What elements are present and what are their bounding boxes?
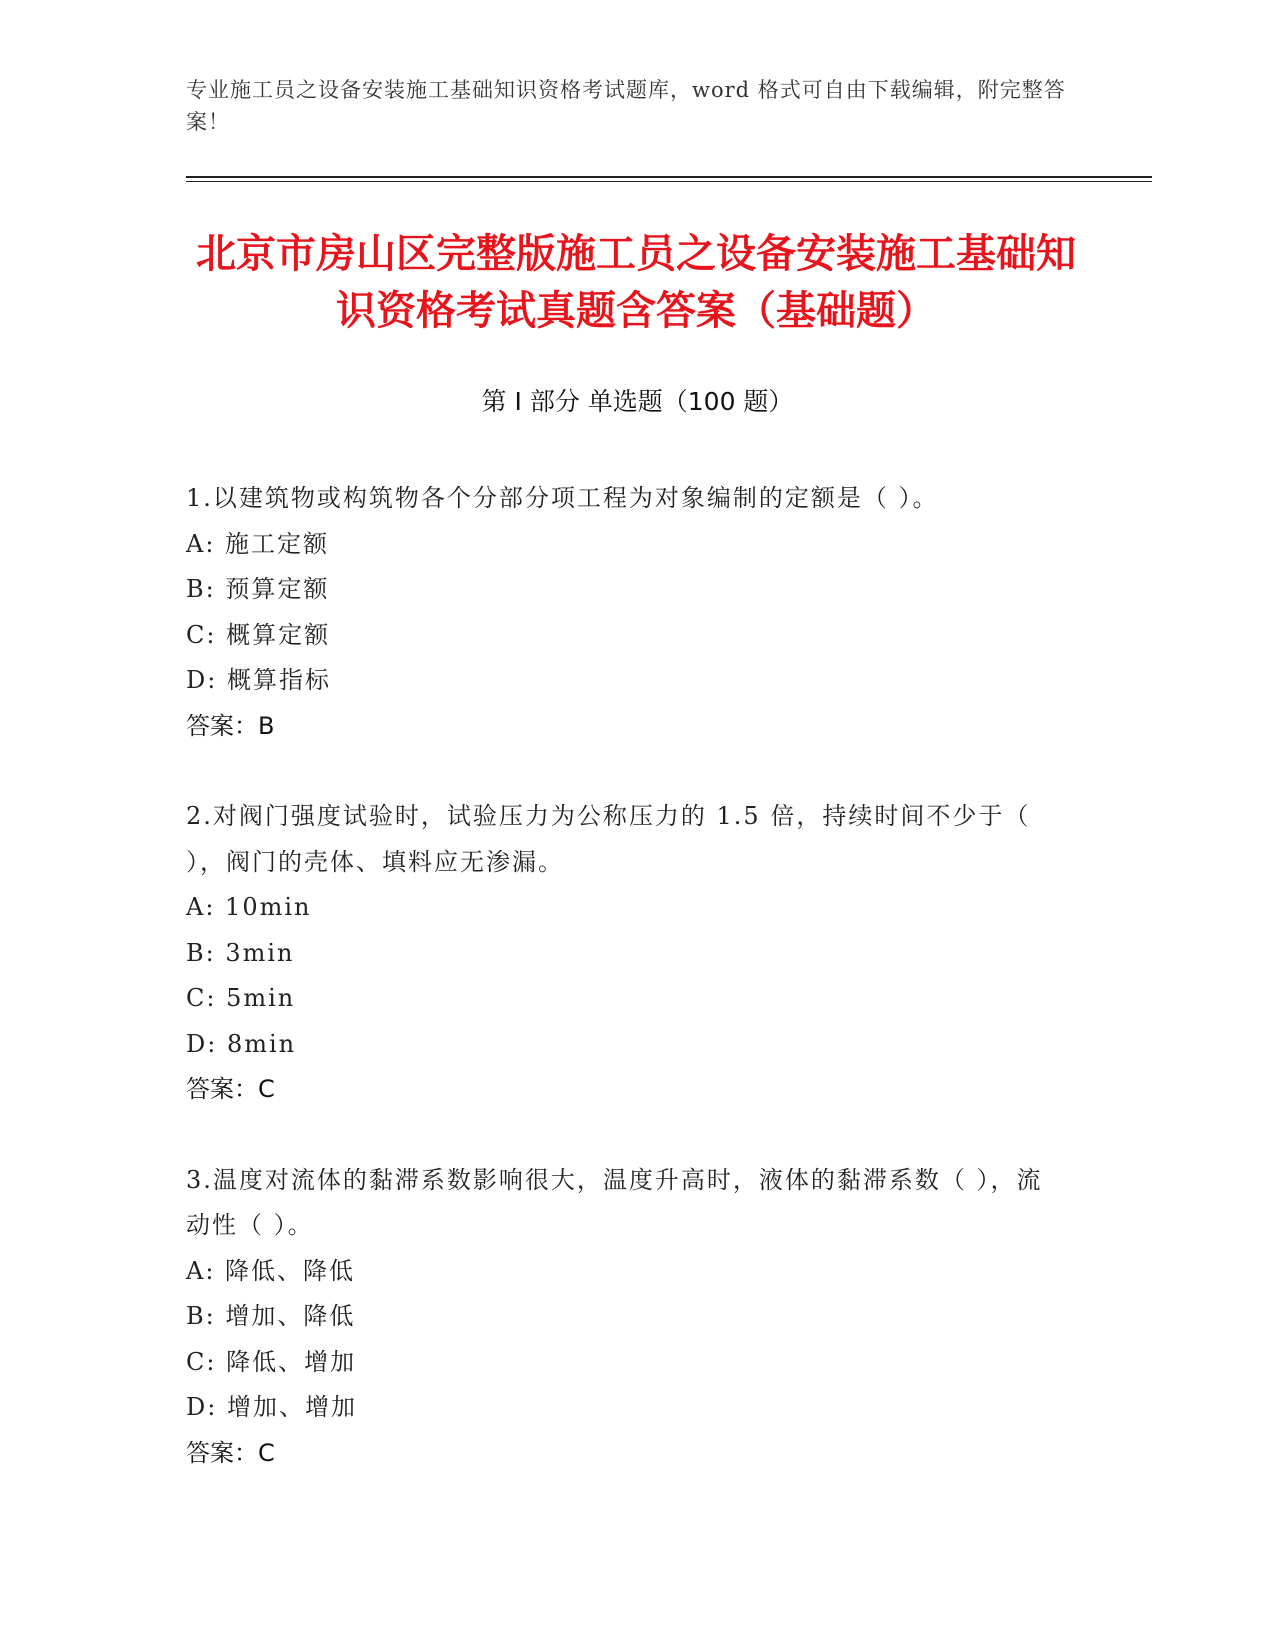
question-stem: 3.温度对流体的黏滞系数影响很大，温度升高时，液体的黏滞系数（ ），流动性（ ）。: [186, 1165, 1043, 1239]
option-a: A: 10min: [186, 893, 312, 921]
header-divider-thin: [186, 181, 1152, 182]
option-b: B: 3min: [186, 938, 295, 967]
question-stem: 2.对阀门强度试验时，试验压力为公称压力的 1.5 倍，持续时间不少于（ ），阀门的壳体、填料应无渗漏。: [186, 802, 1031, 876]
question-list: [186, 476, 1066, 1521]
section-title: 第 I 部分 单选题（100 题）: [481, 387, 794, 416]
document-title: 北京市房山区完整版施工员之设备安装施工基础知识资格考试真题含答案（基础题）: [196, 231, 1076, 334]
option-c: C: 概算定额: [186, 620, 331, 649]
answer: 答案：C: [186, 1438, 275, 1467]
option-b: B: 预算定额: [186, 575, 330, 603]
option-d: D: 8min: [186, 1029, 297, 1058]
option-a: A: 降低、降低: [186, 1256, 356, 1285]
question-stem: 1.以建筑物或构筑物各个分部分项工程为对象编制的定额是（ ）。: [186, 484, 939, 512]
question-1: [186, 476, 1066, 749]
header-note: 专业施工员之设备安装施工基础知识资格考试题库，word 格式可自由下载编辑，附完整答案！: [186, 78, 1066, 134]
option-c: C: 降低、增加: [186, 1347, 357, 1376]
option-a: A: 施工定额: [186, 529, 330, 558]
header-divider-thick: [186, 176, 1152, 178]
option-c: C: 5min: [186, 984, 296, 1012]
option-b: B: 增加、降低: [186, 1302, 356, 1330]
option-d: D: 概算指标: [186, 666, 331, 694]
question-3: [186, 1158, 1066, 1477]
answer: 答案：C: [186, 1075, 275, 1103]
question-2: [186, 794, 1066, 1113]
answer: 答案：B: [186, 711, 275, 740]
option-d: D: 增加、增加: [186, 1393, 357, 1421]
